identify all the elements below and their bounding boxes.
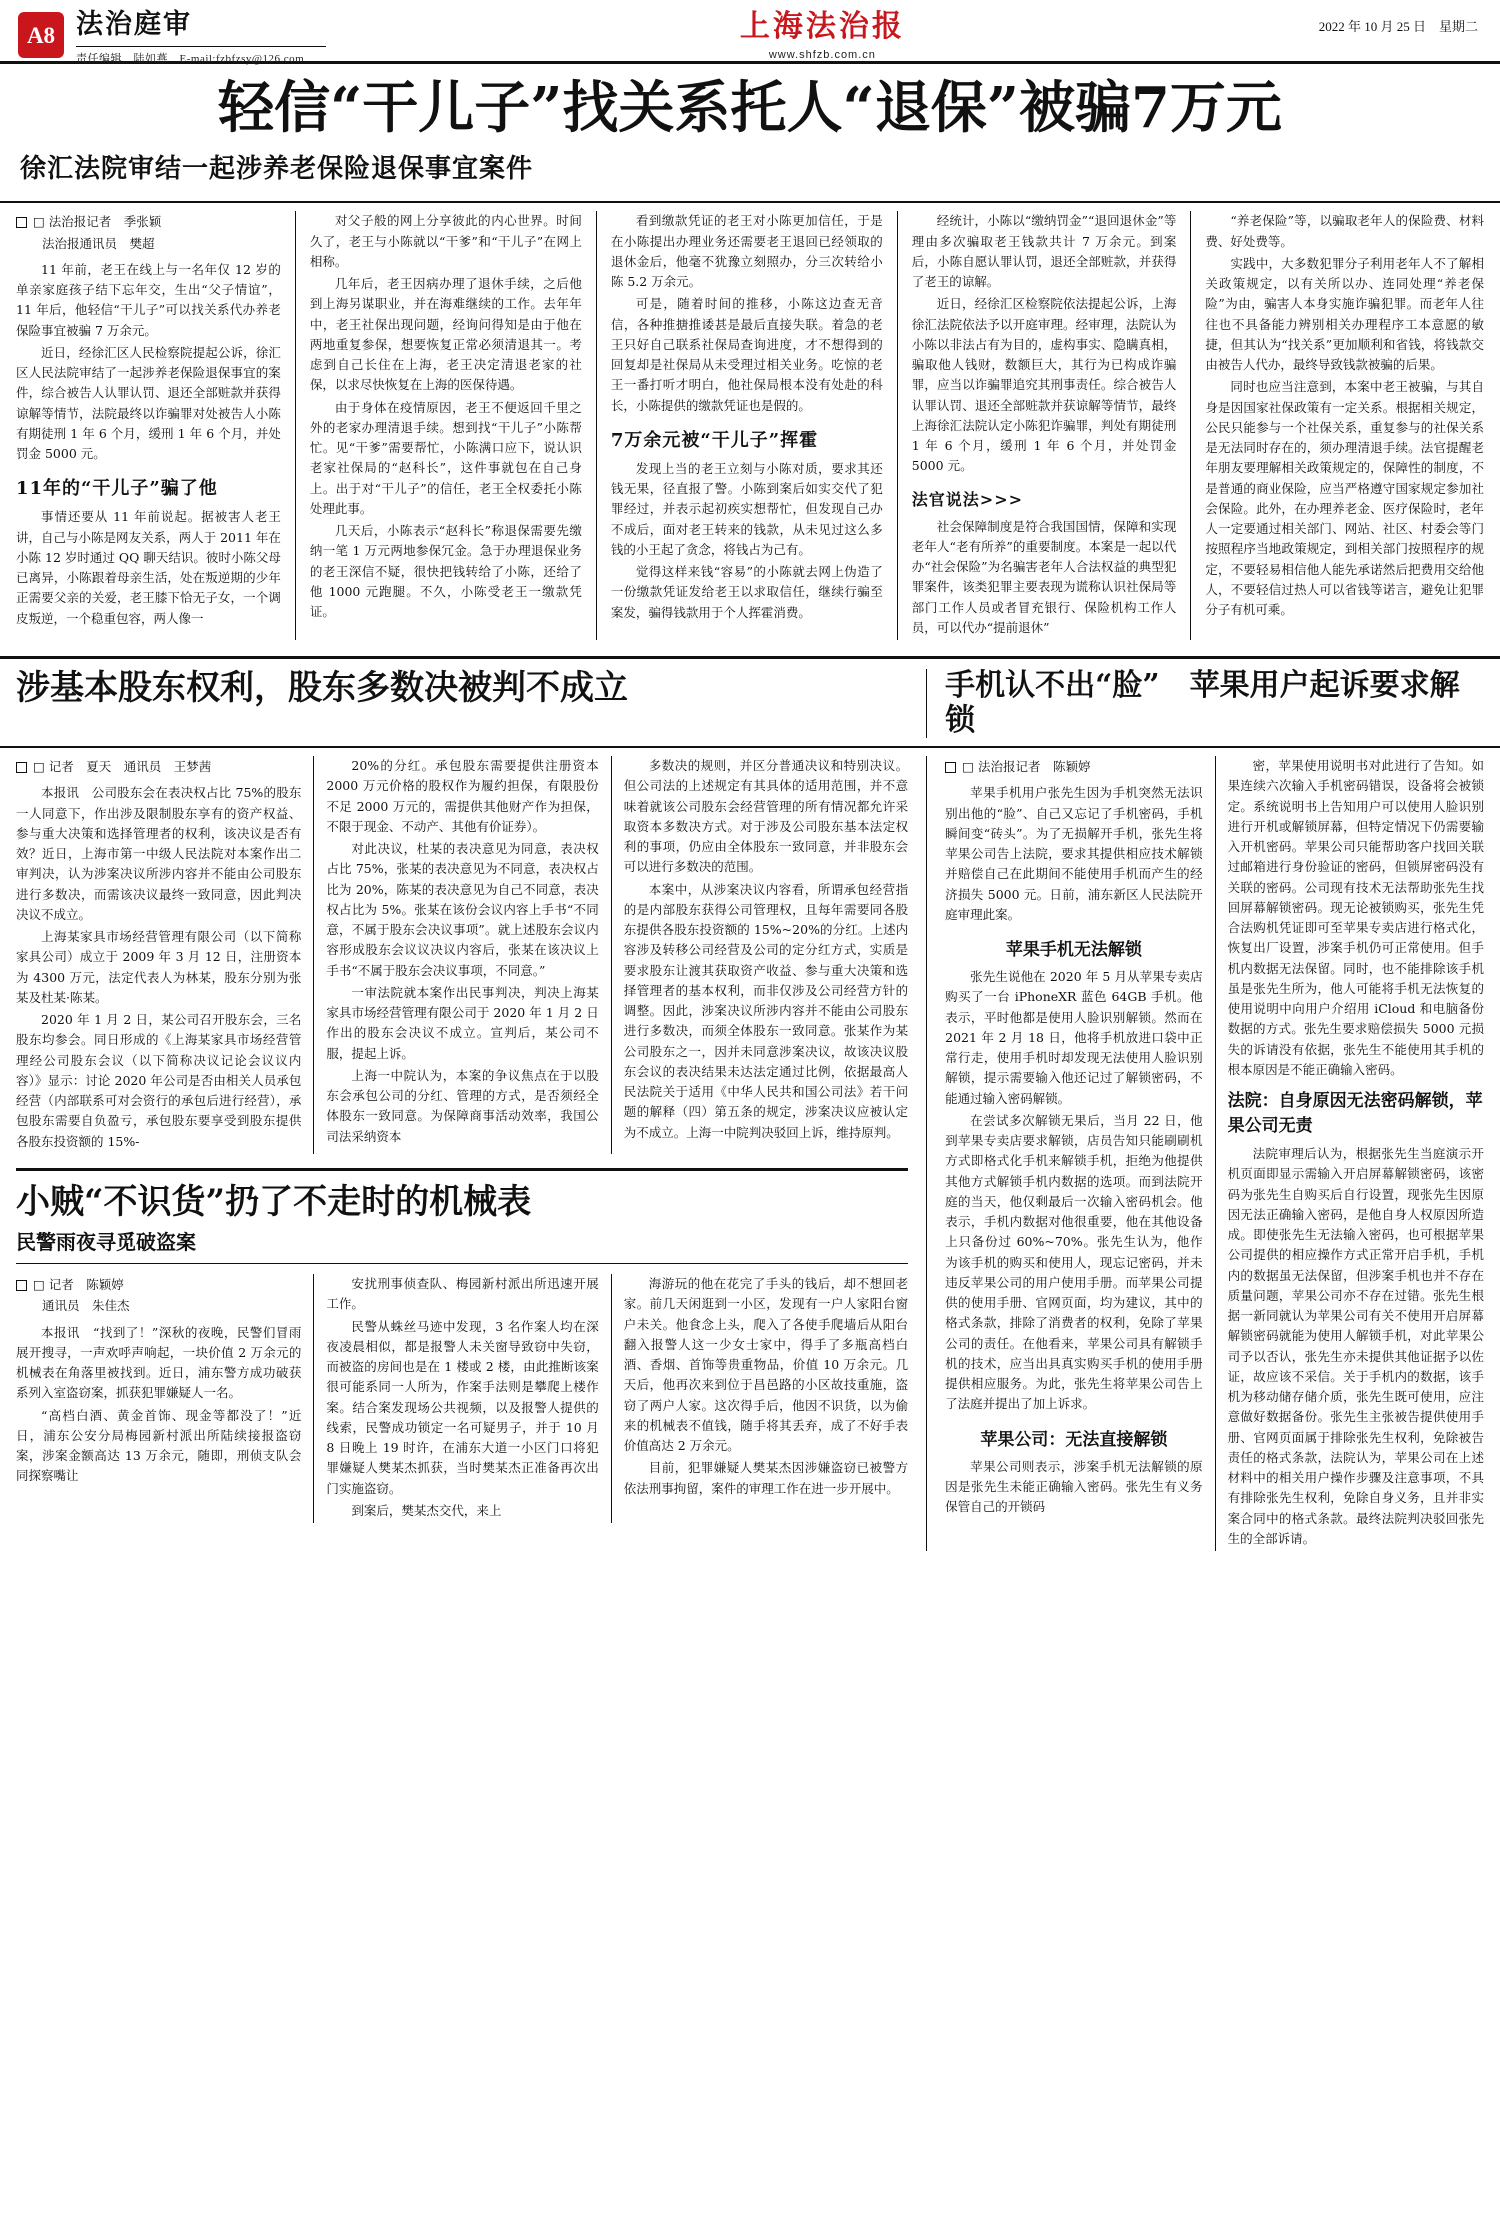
paper-url: www.shfzb.com.cn: [768, 49, 876, 61]
paragraph: 实践中，大多数犯罪分子利用老年人不了解相关政策规定，以有关所以办、连同处理“养老保险”为由，骗害人本身实施诈骗犯罪。而老年人往往也不具备能力辨别相关办理程序工本意愿的敏捷，但其认为“找关系”更加顺利和省钱，将钱款交由被告人代办，最终导致钱款被骗的后果。: [1205, 255, 1484, 373]
paragraph: 上海一中院认为，本案的争议焦点在于以股东会承包公司的分红、管理的方式，是否须经全体股东一致同意。为保障商事活动效率，我国公司法采纳资本: [326, 1067, 599, 1144]
paragraph: 几天后，小陈表示“赵科长”称退保需要先缴纳一笔 1 万元两地参保冗金。急于办理退保业务的老王深信不疑，很快把钱转给了小陈，还给了他 1000 元跑腿。不久，小陈受老王一缴款凭证。: [309, 523, 582, 620]
paragraph: 苹果手机用户张先生因为手机突然无法识别出他的“脸”、自己又忘记了手机密码，手机瞬间变“砖头”。为了无损解开手机，张先生将苹果公司告上法院，要求其提供相应技术解锁并赔偿自己在此期间不能使用手机而产生的经济损失 5000 元。日前，浦东新区人民法院开庭审理此案。: [945, 785, 1203, 922]
article3-subsection-title-1: 苹果手机无法解锁: [1005, 940, 1142, 961]
paragraph: 目前，犯罪嫌疑人樊某杰因涉嫌盗窃已被警方依法刑事拘留，案件的审理工作在进一步开展中。: [623, 1460, 909, 1496]
article3-col-1: [945, 756, 1214, 1551]
article2-byline-text: □ 记者 夏天 通讯员 王梦茜: [33, 759, 212, 775]
paper-name: 上海法治报: [739, 9, 905, 44]
article3-body: [926, 756, 1484, 1551]
paragraph: 密，苹果使用说明书对此进行了告知。如果连续六次输入手机密码错误，设备将会被锁定。系统说明书上告知用户可以使用人脸识别进行开机或解锁屏幕，但特定情况下仍需要输入开机密码。苹果公司只能帮助客户找回关联过邮箱进行身份验证的密码，但锁屏密码没有关联的密码。公司现有技术无法帮助张先生找回屏幕解锁密码。现无论被锁购买，张先生凭合法购机凭证即可至苹果专卖店进行格式化，恢复出厂设置，涉案手机仍可正常使用。但手机内数据无法保留。同时，也不能排除该手机虽是张先生所为，他人可能将手机无法恢复的使用说明中向用户介绍用 iCloud 和电脑备份数据的方式。张先生要求赔偿损失 5000 元损失的诉请没有依据，张先生不能使用其手机的根本原因是不能正确输入密码。: [1227, 758, 1484, 1077]
lead-byline-reporter: □ 法治报记者 季张颖: [33, 214, 162, 230]
paragraph: 20%的分红。承包股东需要提供注册资本 2000 万元价格的股权作为履约担保，有限股份不足 2000 万元的，需提供其他财产作为担保，不限于现金、不动产、其他有价证券）。: [326, 758, 599, 834]
article3-col-2: [1215, 756, 1484, 1551]
bullet-square-icon: [16, 762, 27, 773]
article2-title: 涉基本股东权利，股东多数决被判不成立: [16, 668, 628, 709]
article3-subsection-title-3: 法院：自身原因无法密码解锁，苹果公司无责: [1227, 1091, 1483, 1137]
page-number-badge: A8: [18, 12, 64, 58]
paragraph: 对此决议，杜某的表决意见为同意，表决权占比 75%，张某的表决意见为不同意，表决权占比为 20%，陈某的表决意见为自己不同意，表决权占比为 5%。张某在该份会议内容上手书“不同意，不属于股东会决议事项”。就上述股东会议内容形成股东会议议决议内容后，张某在该决议上手书“不属于股东会决议事项，不同意。”: [326, 841, 599, 978]
masthead-title-block: [76, 10, 326, 66]
article2-col-3: [611, 756, 908, 1154]
bullet-square-icon: [945, 762, 956, 773]
article4-byline-correspondent: 通讯员 朱佳杰: [42, 1298, 130, 1314]
paragraph: 几年后，老王因病办理了退休手续，之后他到上海另谋职业，并在海难继续的工作。去年年中，老王社保出现问题，经询问得知是由于他在两地重复参保，想要恢复正常必须清退其一。考虑到自己长住在上海，老王决定清退老家的社保，以求尽快恢复在上海的医保待遇。: [309, 276, 582, 393]
paragraph: 近日，经徐汇区检察院依法提起公诉，上海徐汇法院依法予以开庭审理。经审理，法院认为小陈以非法占有为目的，虚构事实、隐瞒真相，骗取他人钱财，数额巨大，其行为已构成诈骗罪，应当以诈骗罪追究其刑事责任。综合被告人认罪认罚、退还全部赃款并获谅解等情节，最终上海徐汇法院认定小陈犯诈骗罪，判处有期徒刑 1 年 6 个月，缓刑 1 年 6 个月，并处罚金 5000 元。: [911, 296, 1177, 474]
article3-byline-text: □ 法治报记者 陈颖婷: [962, 759, 1091, 775]
article4-byline: [16, 1274, 301, 1317]
article4-col-2: [313, 1274, 610, 1523]
lead-col-3: [596, 211, 897, 640]
lead-article: [0, 203, 1500, 650]
lead-col-4: [897, 211, 1191, 640]
lead-headline-block: [0, 64, 1500, 203]
paragraph: 11 年前，老王在线上与一名年仅 12 岁的单亲家庭孩子结下忘年交，生出“父子情谊”，11 年后，他轻信“干儿子”可以找关系代办养老保险事宜被骗 7 万余元。: [16, 261, 281, 338]
divider: [16, 1168, 908, 1171]
paragraph: 在尝试多次解锁无果后，当月 22 日，他到苹果专卖店要求解锁，店员告知只能刷刷机方式即格式化手机来解锁手机，拒绝为他提供其他方式解锁手机内数据的选项。而到法院开庭的当天，他仅剩最后一次输入密码机会。他表示，手机内数据对他很重要，他在其他设备上只备份过 60%~70%。张先生认为，他作为该手机的购买和使用人，现忘记密码，并未违反苹果公司的用户使用手册。而苹果公司提供的使用手册、官网页面，均为建议，其中的格式条款，排除了消费者的权利，免除了苹果公司的责任。在他看来，苹果公司具有解锁手机的技术，应当出具真实购买手机的使用手册提供相应服务。为此，张先生将苹果公司告上了法庭并提出了加上诉求。: [945, 1112, 1203, 1412]
paragraph: 一审法院就本案作出民事判决，判决上海某家具市场经营管理有限公司于 2020 年 1 月 2 日作出的股东会决议不成立。宣判后，某公司不服，提起上诉。: [326, 984, 599, 1061]
issue-date: 2022 年 10 月 25 日 星期二: [1318, 19, 1478, 34]
article4-col-1: [16, 1274, 313, 1523]
paragraph: 本案中，从涉案决议内容看，所谓承包经营指的是内部股东获得公司管理权，且每年需要同各股东提供各股东投资额的 15%~20%的分红。上述内容涉及转移公司经营及公司的定分红方式，实质是要求股东让渡其获取资产收益、参与重大决策和选择管理者的基本权利，而非仅涉及公司经营方针的调整。因此，涉案决议所涉内容并不能由公司股东进行多数决，而须全体股东一致同意。张某作为某公司股东之一，因并未同意涉案决议，故该决议股东会议的表决结果未达法定通过比例，依据最高人民法院关于适用《中华人民共和国公司法》若干问题的解释（四）第五条的规定，涉案决议应被认定为不成立。上海一中院判决驳回上诉，维持原判。: [623, 881, 909, 1140]
lead-byline: [16, 211, 281, 254]
paragraph: 近日，经徐汇区人民检察院提起公诉，徐汇区人民法院审结了一起涉养老保险退保事宜的案件，综合被告人认罪认罚、退还全部赃款并获得谅解等情节，法院最终以诈骗罪对处被告人小陈有期徒刑 1 年 6 个月，缓刑 1 年 6 个月，并处罚金 5000 元。: [16, 344, 281, 462]
paragraph: 法院审理后认为，根据张先生当庭演示开机页面即显示需输入开启屏幕解锁密码，该密码为张先生自购买后自行设置，现张先生因原因无法正确输入密码，是他自身人权原因所造成。即使张先生无法输入密码，也可根据苹果公司提供的相应操作方式正常开启手机，手机内的数据虽无法保留，但涉案手机也并不存在质量问题，苹果公司亦不存在过错。张先生根据一新同就认为苹果公司有关不使用开启屏幕解锁密码就能为使用人解锁手机，对此苹果公司予以否认，张先生亦未提供其他证据予以佐证，故应该不采信。关于手机内的数据，该手机为移动储存储介质，张先生既可使用，应注意做好数据备份。张先生主张被告提供使用手册、官网页面属于排除张先生权利，免除被告责任的格式条款，法院认为，苹果公司在上述材料中的相关用户操作步骤及注意事项，不具有排除张先生权利，免除自身义务，且并非实案合同中的格式条款。最终法院判决驳回张先生的全部诉请。: [1227, 1146, 1484, 1546]
article2-body: [16, 756, 926, 1551]
paragraph: 张先生说他在 2020 年 5 月从苹果专卖店购买了一台 iPhoneXR 蓝色 64GB 手机。他表示，平时他都是使用人脸识别解锁。然而在 2021 年 2 月 18 日，他将手机放进口袋中正常行走，使用手机时却发现无法使用人脸识别解锁，提示需要输入他还记过了解锁密码，不能通过输入密码解锁。: [945, 969, 1203, 1106]
article4-col-3: [611, 1274, 908, 1523]
paragraph: 上海某家具市场经营管理有限公司（以下简称家具公司）成立于 2009 年 3 月 12 日，注册资本为 4300 万元，法定代表人为林某，股东分别为张某及杜某·陈某。: [16, 929, 302, 1005]
article3-subsection-title-2: 苹果公司：无法直接解锁: [980, 1429, 1168, 1450]
article3-headline-wrap: [926, 669, 1484, 738]
section-title: 法治庭审: [76, 9, 192, 40]
middle-content: [0, 748, 1500, 1561]
lead-byline-correspondent: 法治报通讯员 樊超: [42, 235, 155, 251]
paragraph: “高档白酒、黄金首饰、现金等都没了！”近日，浦东公安分局梅园新村派出所陆续接报盗窃案，涉案金额高达 13 万余元，随即，刑侦支队会同探察嘴让: [16, 1407, 302, 1484]
lead-subsection-title-2: 7万余元被“干儿子”挥霍: [610, 429, 819, 451]
lead-col-2: [295, 211, 596, 640]
article4-block: [16, 1168, 908, 1523]
paragraph: 安扰刑事侦查队、梅园新村派出所迅速开展工作。: [326, 1276, 599, 1312]
lead-headline: 轻信“干儿子”找关系托人“退保”被骗7万元: [218, 75, 1282, 141]
paragraph: 经统计，小陈以“缴纳罚金”“退回退休金”等理由多次骗取老王钱款共计 7 万余元。到案后，小陈自愿认罪认罚，退还全部赃款，并获得了老王的谅解。: [911, 213, 1177, 290]
paragraph: 由于身体在疫情原因，老王不便返回千里之外的老家办理清退手续。想到找“干儿子”小陈帮忙。见“干爹”需要帮忙，小陈满口应下，说认识老家社保局的“赵科长”，这件事就包在自己身上。出于对“干儿子”的信任，老王全权委托小陈处理此事。: [309, 399, 582, 516]
article4-subtitle: 民警雨夜寻觅破盗案: [16, 1230, 196, 1255]
paragraph: 对父子般的网上分享彼此的内心世界。时间久了，老王与小陈就以“干爹”和“干儿子”在网上相称。: [309, 213, 582, 269]
article4-title: 小贼“不识货”扔了不走时的机械表: [16, 1181, 532, 1222]
paragraph: 苹果公司则表示，涉案手机无法解锁的原因是张先生未能正确输入密码。张先生有义务保管自己的开锁码: [945, 1458, 1203, 1515]
masthead: [0, 0, 1500, 64]
paragraph: 事情还要从 11 年前说起。据被害人老王讲，自己与小陈是网友关系，两人于 2011 年在小陈 12 岁时通过 QQ 聊天结识。彼时小陈父母已离异，小陈跟着母亲生活，处在叛逆期的少年正需要父亲的关爱，老王膝下恰无子女，一个调皮叛逆，一个稳重包容，两人像一: [16, 509, 281, 626]
judge-comment-title: 法官说法>>>: [911, 489, 1024, 509]
masthead-center: [326, 10, 1319, 61]
article2-col-2: [313, 756, 610, 1154]
lead-subsection-title-1: 11年的“干儿子”骗了他: [16, 478, 218, 500]
paragraph: 海游玩的他在花完了手头的钱后，却不想回老家。前几天闲逛到一小区，发现有一户人家阳台窗户未关。他食念上头，爬入了各使手爬墙后从阳台翻入报警人这一少女士家中，得手了多瓶高档白酒、香烟、首饰等贵重物品，价值 10 万余元。几天后，他再次来到位于昌邑路的小区故技重施，盗窃了两户人家。这次得手后，他因不识货，以为偷来的机械表不值钱，随手将其丢弃，成了不好手表价值高达 2 万余元。: [623, 1276, 909, 1454]
lead-col-5: [1190, 211, 1484, 640]
paragraph: 觉得这样来钱“容易”的小陈就去网上伪造了一份缴款凭证发给老王以求取信任，继续行骗至案发，骗得钱款用于个人挥霍消费。: [610, 564, 883, 620]
paragraph: 社会保障制度是符合我国国情，保障和实现老年人“老有所养”的重要制度。本案是一起以代办“社会保险”为名骗害老年人合法权益的典型犯罪案件，该类犯罪主要表现为谎称认识社保局等部门工作人员或者冒充银行、保险机构工作人员，可以代办“提前退休”: [911, 518, 1177, 635]
masthead-left: [18, 10, 326, 66]
paragraph: 到案后，樊某杰交代，来上: [351, 1502, 502, 1518]
article2-byline: [16, 756, 301, 777]
paragraph: 多数决的规则，并区分普通决议和特别决议。但公司法的上述规定有其具体的适用范围，并不意味着就该公司股东会经营管理的所有情况都允许采取资本多数决方式。对于涉及公司股东基本法定权利的事项，仍应由全体股东一致同意，并非股东会可以进行多数决的范围。: [623, 758, 909, 875]
paragraph: 可是，随着时间的推移，小陈这边查无音信，各种推搪推诿甚是最后直接失联。着急的老王只好自己联系社保局查询进度，才不想得到的回复却是社保局从未受理过相关业务。吃惊的老王一番打听才明白，他社保局根本没有处赴的科长，小陈提供的缴款凭证也是假的。: [610, 296, 883, 413]
bullet-square-icon: [16, 1280, 27, 1291]
article3-title: 手机认不出“脸” 苹果用户起诉要求解锁: [945, 668, 1460, 738]
paragraph: 看到缴款凭证的老王对小陈更加信任，于是在小陈提出办理业务还需要老王退回已经领取的退休金后，他毫不犹豫立刻照办，分三次转给小陈 5.2 万余元。: [610, 213, 883, 290]
middle-headline-band: [0, 656, 1500, 748]
article2-headline-wrap: [16, 669, 926, 708]
paragraph: “养老保险”等，以骗取老年人的保险费、材料费、好处费等。: [1205, 213, 1484, 249]
lead-subheadline: 徐汇法院审结一起涉养老保险退保事宜案件: [20, 154, 534, 185]
article4-byline-reporter: □ 记者 陈颖婷: [33, 1277, 124, 1293]
article2-col-1: [16, 756, 313, 1154]
bullet-square-icon: [16, 217, 27, 228]
paragraph: 2020 年 1 月 2 日，某公司召开股东会，三名股东均参会。同日形成的《上海某家具市场经营管理经公司股东会议（以下简称决议记论会议议内容）》显示：讨论 2020 年公司是否由相关人员承包经营（内部联系可对会资行的承包后进行经营），承包股东需要自负盈亏，承包股东要享受到股东提供各股东投资额的 15%-: [16, 1012, 302, 1149]
paragraph: 本报讯 公司股东会在表决权占比 75%的股东一人同意下，作出涉及限制股东享有的资产权益、参与重大决策和选择管理者的权利，该决议是否有效？近日，上海市第一中级人民法院对本案作出二审判决，认为涉案决议所涉内容并不能由公司股东进行多数决，而需该决议最终一致同意，因此判决决议不成立。: [16, 785, 302, 922]
article3-byline: [945, 756, 1202, 777]
paragraph: 同时也应当注意到，本案中老王被骗，与其自身是因国家社保政策有一定关系。根据相关规定，公民只能参与一个社保关系，重复参与的社保关系是无法同时存在的，须办理清退手续。法官提醒老年朋友要理解相关政策规定的，保障性的制度，不是普通的商业保险，应当严格遵守国家规定参加社会保险。此外，在办理养老金、医疗保险时，老年人一定要通过相关部门、网站、社区、村委会等门按照程序当地政策规定，到相关部门按照程序的规定，不要轻易相信他人能先承诺然后把费用交给他人，不要轻信过热人可以省钱等诺言，避免让犯罪分子有机可乘。: [1205, 379, 1484, 618]
divider: [16, 1263, 908, 1264]
paragraph: 发现上当的老王立刻与小陈对质，要求其还钱无果，径直报了警。小陈到案后如实交代了犯罪经过，并表示起初疾实想帮忙，但发现自己办不成后，面对老王转来的钱款，从未见过这么多钱的小王起了贪念，将钱占为己有。: [610, 460, 883, 557]
lead-col-1: [16, 211, 295, 640]
editor-line: 责任编辑 陆如燕 E-mail:fzbfzsy@126.com: [76, 46, 326, 66]
paragraph: 本报讯 “找到了！”深秋的夜晚，民警们冒雨展开搜寻，一声欢呼声响起，一块价值 2 万余元的机械表在角落里被找到。近日，浦东警方成功破获系列入室盗窃案，抓获犯罪嫌疑人一名。: [16, 1324, 302, 1401]
paragraph: 民警从蛛丝马迹中发现，3 名作案人均在深夜凌晨相似，都是报警人未关窗导致窃中失窃，而被盗的房间也是在 1 楼或 2 楼，由此推断该案很可能系同一人所为，作案手法则是攀爬上楼作案。结合案发现场公共视频，以及报警人提供的线索，民警成功锁定一名可疑男子，并于 10 月 8 日晚上 19 时许，在浦东大道一小区门口将犯罪嫌疑人樊某杰抓获，当时樊某杰正准备再次出门实施盗窃。: [326, 1318, 599, 1496]
